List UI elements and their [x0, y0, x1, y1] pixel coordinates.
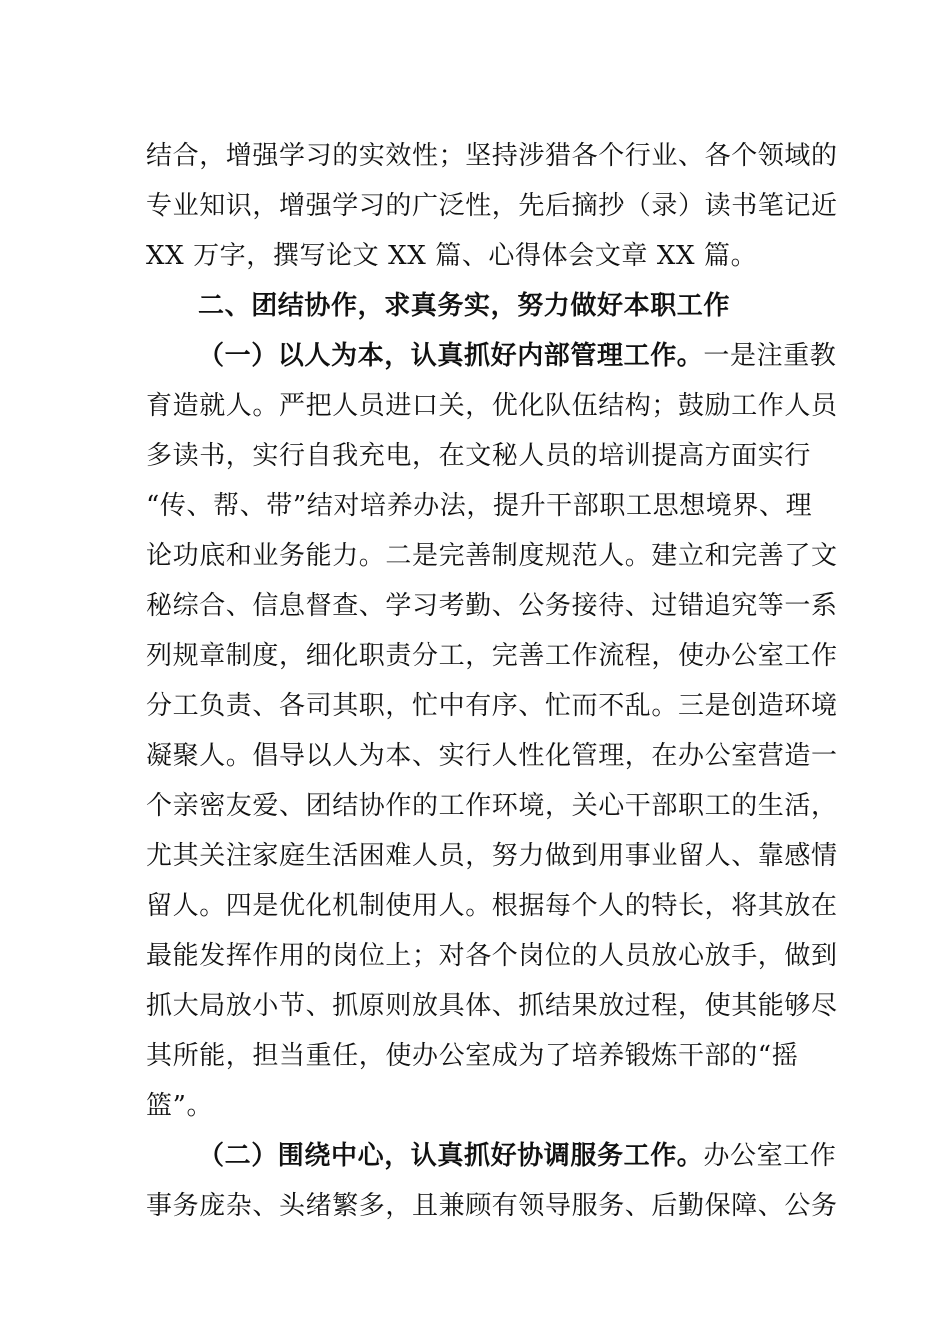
body-line: 秘综合、信息督查、学习考勤、公务接待、过错追究等一系: [146, 591, 838, 621]
body-line: 论功底和业务能力。二是完善制度规范人。建立和完善了文: [146, 541, 838, 571]
body-line: 多读书，实行自我充电，在文秘人员的培训提高方面实行: [146, 441, 812, 471]
body-line: 凝聚人。倡导以人为本、实行人性化管理，在办公室营造一: [146, 741, 838, 771]
body-line: XX 万字，撰写论文 XX 篇、心得体会文章 XX 篇。: [146, 241, 758, 271]
body-text: 办公室工作: [703, 1141, 837, 1171]
document-body: [146, 131, 838, 1231]
body-line: 抓大局放小节、抓原则放具体、抓结果放过程，使其能够尽: [146, 991, 838, 1021]
body-text: 一是注重教: [703, 341, 837, 371]
body-line: 列规章制度，细化职责分工，完善工作流程，使办公室工作: [146, 641, 838, 671]
subsection-title: （二）围绕中心，认真抓好协调服务工作。: [198, 1141, 704, 1171]
body-line: 专业知识，增强学习的广泛性，先后摘抄（录）读书笔记近: [146, 191, 838, 221]
body-line: 留人。四是优化机制使用人。根据每个人的特长，将其放在: [146, 891, 838, 921]
body-line: 其所能，担当重任，使办公室成为了培养锻炼干部的“摇: [146, 1041, 799, 1071]
subsection-first-line: [146, 331, 837, 381]
body-line: 篮”。: [146, 1091, 214, 1121]
body-line: 育造就人。严把人员进口关，优化队伍结构；鼓励工作人员: [146, 391, 838, 421]
subsection-title: （一）以人为本，认真抓好内部管理工作。: [198, 341, 704, 371]
body-line: 最能发挥作用的岗位上；对各个岗位的人员放心放手，做到: [146, 941, 838, 971]
body-line: “传、帮、带”结对培养办法，提升干部职工思想境界、理: [146, 491, 813, 521]
body-line: 分工负责、各司其职，忙中有序、忙而不乱。三是创造环境: [146, 691, 838, 721]
body-line: 尤其关注家庭生活困难人员，努力做到用事业留人、靠感情: [146, 841, 838, 871]
subsection-first-line: [146, 1131, 837, 1181]
section-heading: 二、团结协作，求真务实，努力做好本职工作: [198, 291, 731, 321]
body-line: 个亲密友爱、团结协作的工作环境，关心干部职工的生活，: [146, 791, 838, 821]
body-line: 结合，增强学习的实效性；坚持涉猎各个行业、各个领域的: [146, 141, 838, 171]
body-line: 事务庞杂、头绪繁多，且兼顾有领导服务、后勤保障、公务: [146, 1191, 838, 1221]
